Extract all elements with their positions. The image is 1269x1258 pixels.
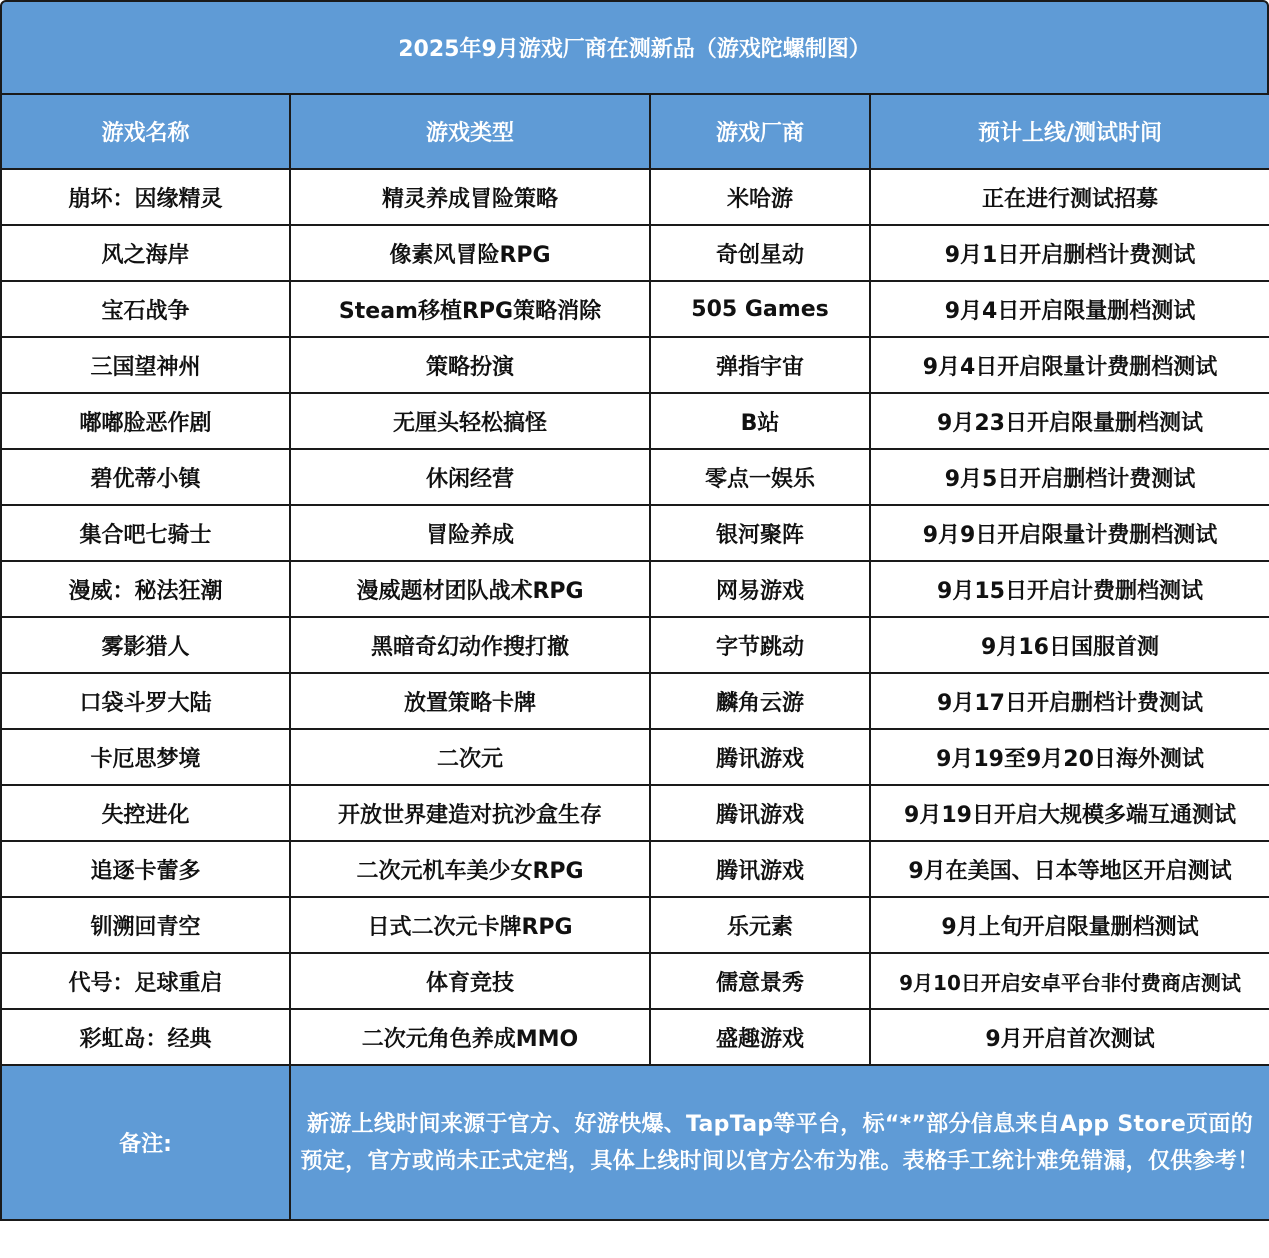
cell-test-date: 9月4日开启限量删档测试 [870, 281, 1269, 337]
table-row [1, 897, 1269, 953]
cell-game-vendor: 银河聚阵 [650, 505, 870, 561]
table-row [1, 729, 1269, 785]
table-row [1, 337, 1269, 393]
cell-game-name: 嘟嘟脸恶作剧 [1, 393, 290, 449]
cell-game-name: 彩虹岛：经典 [1, 1009, 290, 1065]
cell-game-vendor: 505 Games [650, 281, 870, 337]
cell-game-type: 黑暗奇幻动作搜打撤 [290, 617, 650, 673]
cell-game-vendor: B站 [650, 393, 870, 449]
cell-game-name: 宝石战争 [1, 281, 290, 337]
cell-game-type: 休闲经营 [290, 449, 650, 505]
table-body [1, 169, 1269, 1220]
table-row [1, 673, 1269, 729]
cell-game-vendor: 腾讯游戏 [650, 841, 870, 897]
cell-test-date: 9月23日开启限量删档测试 [870, 393, 1269, 449]
cell-game-vendor: 奇创星动 [650, 225, 870, 281]
cell-game-name: 风之海岸 [1, 225, 290, 281]
cell-game-type: 精灵养成冒险策略 [290, 169, 650, 225]
cell-test-date: 9月5日开启删档计费测试 [870, 449, 1269, 505]
cell-game-type: 二次元机车美少女RPG [290, 841, 650, 897]
table-row [1, 225, 1269, 281]
table-row [1, 785, 1269, 841]
cell-test-date: 正在进行测试招募 [870, 169, 1269, 225]
cell-game-vendor: 网易游戏 [650, 561, 870, 617]
cell-game-vendor: 米哈游 [650, 169, 870, 225]
cell-game-name: 崩坏：因缘精灵 [1, 169, 290, 225]
column-header-name: 游戏名称 [1, 94, 290, 169]
cell-test-date: 9月1日开启删档计费测试 [870, 225, 1269, 281]
cell-game-type: 体育竞技 [290, 953, 650, 1009]
column-header-vendor: 游戏厂商 [650, 94, 870, 169]
cell-game-vendor: 乐元素 [650, 897, 870, 953]
cell-game-vendor: 盛趣游戏 [650, 1009, 870, 1065]
cell-game-name: 卡厄思梦境 [1, 729, 290, 785]
header-row [1, 94, 1269, 169]
cell-test-date: 9月10日开启安卓平台非付费商店测试 [870, 953, 1269, 1009]
cell-test-date: 9月16日国服首测 [870, 617, 1269, 673]
cell-game-vendor: 儒意景秀 [650, 953, 870, 1009]
cell-test-date: 9月19至9月20日海外测试 [870, 729, 1269, 785]
cell-game-type: 漫威题材团队战术RPG [290, 561, 650, 617]
table-row [1, 617, 1269, 673]
cell-game-vendor: 零点一娱乐 [650, 449, 870, 505]
cell-game-name: 追逐卡蕾多 [1, 841, 290, 897]
note-row [1, 1065, 1269, 1220]
table-row [1, 393, 1269, 449]
cell-game-type: 二次元角色养成MMO [290, 1009, 650, 1065]
cell-game-name: 碧优蒂小镇 [1, 449, 290, 505]
cell-test-date: 9月开启首次测试 [870, 1009, 1269, 1065]
cell-game-name: 钏溯回青空 [1, 897, 290, 953]
table-row [1, 1009, 1269, 1065]
cell-game-name: 集合吧七骑士 [1, 505, 290, 561]
cell-game-type: 二次元 [290, 729, 650, 785]
cell-game-name: 口袋斗罗大陆 [1, 673, 290, 729]
cell-test-date: 9月15日开启计费删档测试 [870, 561, 1269, 617]
cell-game-type: 冒险养成 [290, 505, 650, 561]
cell-game-vendor: 腾讯游戏 [650, 785, 870, 841]
table-row [1, 505, 1269, 561]
table-row [1, 561, 1269, 617]
cell-game-vendor: 麟角云游 [650, 673, 870, 729]
note-label: 备注: [1, 1065, 290, 1220]
cell-game-type: 日式二次元卡牌RPG [290, 897, 650, 953]
cell-game-name: 代号：足球重启 [1, 953, 290, 1009]
column-header-type: 游戏类型 [290, 94, 650, 169]
cell-game-name: 三国望神州 [1, 337, 290, 393]
cell-game-name: 漫威：秘法狂潮 [1, 561, 290, 617]
table-row [1, 281, 1269, 337]
cell-test-date: 9月9日开启限量计费删档测试 [870, 505, 1269, 561]
cell-game-type: 无厘头轻松搞怪 [290, 393, 650, 449]
table-row [1, 841, 1269, 897]
cell-game-type: 策略扮演 [290, 337, 650, 393]
cell-game-type: 开放世界建造对抗沙盒生存 [290, 785, 650, 841]
cell-test-date: 9月在美国、日本等地区开启测试 [870, 841, 1269, 897]
table-row [1, 449, 1269, 505]
cell-game-vendor: 弹指宇宙 [650, 337, 870, 393]
cell-game-type: Steam移植RPG策略消除 [290, 281, 650, 337]
cell-test-date: 9月17日开启删档计费测试 [870, 673, 1269, 729]
cell-game-vendor: 字节跳动 [650, 617, 870, 673]
table-row [1, 169, 1269, 225]
cell-game-vendor: 腾讯游戏 [650, 729, 870, 785]
cell-test-date: 9月4日开启限量计费删档测试 [870, 337, 1269, 393]
table-title: 2025年9月游戏厂商在测新品（游戏陀螺制图） [0, 0, 1269, 95]
cell-test-date: 9月上旬开启限量删档测试 [870, 897, 1269, 953]
table-row [1, 953, 1269, 1009]
schedule-grid [0, 93, 1269, 1221]
cell-game-type: 像素风冒险RPG [290, 225, 650, 281]
cell-game-name: 失控进化 [1, 785, 290, 841]
cell-test-date: 9月19日开启大规模多端互通测试 [870, 785, 1269, 841]
note-text: 新游上线时间来源于官方、好游快爆、TapTap等平台，标“*”部分信息来自App Store页面的预定，官方或尚未正式定档，具体上线时间以官方公布为准。表格手工统计难免错漏，仅供参考！ [290, 1065, 1269, 1220]
cell-game-name: 雾影猎人 [1, 617, 290, 673]
cell-game-type: 放置策略卡牌 [290, 673, 650, 729]
column-header-date: 预计上线/测试时间 [870, 94, 1269, 169]
